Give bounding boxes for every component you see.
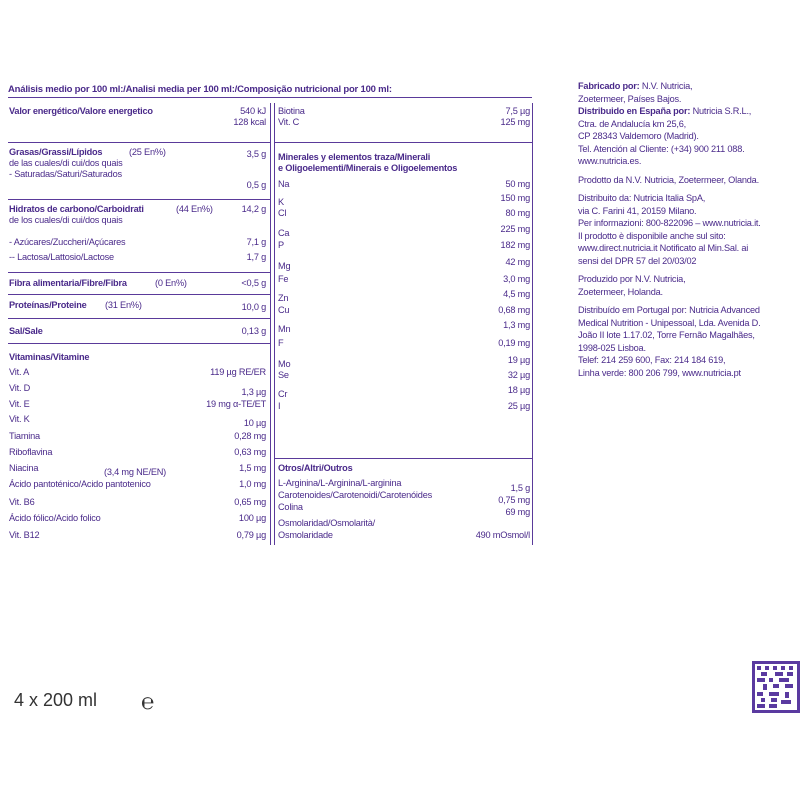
mineral-value: 0,68 mg: [498, 305, 530, 315]
mineral-value: 4,5 mg: [503, 289, 530, 299]
mineral-label: Cu: [278, 305, 290, 315]
manufacturer-line-text: Distribuído em Portugal por: Nutricia Advanced: [578, 305, 760, 315]
protein-value: 10,0 g: [241, 302, 266, 312]
salt-value: 0,13 g: [241, 326, 266, 336]
manufacturer-line-text: Telef: 214 259 600, Fax: 214 184 619,: [578, 355, 726, 365]
manufacturer-line: [578, 174, 800, 187]
vitamin-value: 10 µg: [243, 418, 266, 428]
vitamin-value: 1,5 mg: [239, 463, 266, 473]
mineral-value: 3,0 mg: [503, 274, 530, 284]
manufacturer-line-text: Medical Nutrition - Unipessoal, Lda. Avenida D.: [578, 317, 761, 328]
manufacturer-line: [578, 329, 800, 342]
other-label: Carotenoides/Carotenoidi/Carotenóides: [278, 490, 432, 500]
mineral-value: 42 mg: [505, 257, 530, 267]
mineral-label: F: [278, 338, 284, 348]
carb-label: Hidratos de carbono/Carboidrati: [9, 204, 144, 214]
energy-label: Valor energético/Valore energetico: [9, 106, 153, 116]
vitamin-value: 119 µg RE/ER: [210, 367, 266, 377]
manufacturer-line-text: Produzido por N.V. Nutricia,: [578, 274, 686, 284]
column-divider: [274, 103, 275, 545]
manufacturer-line: [578, 118, 800, 131]
manufacturer-line-text: Prodotto da N.V. Nutricia, Zoetermeer, Olanda.: [578, 174, 759, 185]
other-label: Colina: [278, 502, 303, 512]
minerals-header: e Oligoelementi/Minerais e Oligoelementos: [278, 163, 458, 173]
energy-kj: 540 kJ: [240, 106, 266, 116]
vitamin-value: 0,79 µg: [236, 530, 266, 540]
other-value: 0,75 mg: [498, 495, 530, 505]
mineral-label: Mo: [278, 359, 291, 369]
estimated-sign-icon: ℮: [141, 690, 155, 715]
mineral-value: 0,19 mg: [498, 338, 530, 348]
manufacturer-line: [578, 354, 800, 367]
minerals-header: Minerales y elementos traza/Minerali: [278, 152, 431, 162]
right-table-border: [532, 103, 533, 545]
other-value: 490 mOsmol/l: [475, 530, 530, 540]
vitamin-value: 1,0 mg: [239, 479, 266, 489]
header-rule: [8, 97, 532, 98]
vitamin-label: Ácido pantoténico/Acido pantotenico: [9, 479, 151, 489]
vitamin-label: Tiamina: [9, 431, 40, 441]
mineral-value: 50 mg: [505, 179, 530, 189]
row-rule: [8, 142, 270, 143]
manufacturer-line: [578, 286, 800, 299]
manufacturer-line-text: João II lote 1.17.02, Torre Fernão Magalhães,: [578, 330, 755, 340]
datamatrix-code: [752, 661, 800, 713]
energy-kcal: 128 kcal: [233, 117, 266, 127]
sugar-label: - Azúcares/Zuccheri/Açúcares: [9, 237, 126, 247]
carb-pct: (44 En%): [176, 204, 213, 214]
mineral-label: Mn: [278, 324, 291, 334]
protein-pct: (31 En%): [105, 300, 142, 310]
lactose-value: 1,7 g: [246, 252, 266, 262]
manufacturer-line-text: Il prodotto è disponibile anche sul sito:: [578, 230, 726, 241]
manufacturer-line: [578, 242, 800, 255]
lactose-label: -- Lactosa/Lattosio/Lactose: [9, 252, 114, 262]
mineral-value: 182 mg: [500, 240, 530, 250]
mineral-value: 19 µg: [507, 355, 530, 365]
biotin-value: 7,5 µg: [505, 106, 530, 116]
salt-label: Sal/Sale: [9, 326, 43, 336]
nutrition-header: Análisis medio por 100 ml:/Analisi media per 100 ml:/Composição nutricional por 100 ml:: [8, 84, 392, 95]
manufacturer-line-label: Distribuido en España por:: [578, 106, 691, 116]
mineral-value: 225 mg: [500, 224, 530, 234]
mineral-label: Na: [278, 179, 290, 189]
quantity-label: 4 x 200 ml: [14, 690, 98, 710]
mineral-value: 150 mg: [500, 193, 530, 203]
vitamin-value: 1,3 µg: [241, 387, 266, 397]
manufacturer-line-text: Zoetermeer, Países Bajos.: [578, 93, 682, 104]
manufacturer-line: [578, 342, 800, 355]
vitamin-label: Vit. E: [9, 399, 30, 409]
other-value: 1,5 g: [510, 483, 530, 493]
manufacturer-line-text: Nutricia S.R.L.,: [690, 106, 752, 116]
vitamin-label: Vit. A: [9, 367, 30, 377]
manufacturer-line: [578, 304, 800, 317]
fat-pct: (25 En%): [129, 147, 166, 157]
manufacturer-line: [578, 367, 800, 380]
vitamin-value: 19 mg α-TE/ET: [206, 399, 266, 409]
mineral-label: Ca: [278, 228, 290, 238]
manufacturer-info: [578, 80, 800, 379]
mineral-label: Cr: [278, 389, 288, 399]
datamatrix-pattern: [755, 664, 797, 710]
left-value-rule: [270, 103, 271, 545]
vitamin-value: 100 µg: [238, 513, 266, 523]
protein-label: Proteínas/Proteine: [9, 300, 87, 310]
vitamin-label: Niacina: [9, 463, 39, 473]
manufacturer-line-text: CP 28343 Valdemoro (Madrid).: [578, 131, 699, 141]
manufacturer-line: [578, 205, 800, 218]
mineral-value: 25 µg: [507, 401, 530, 411]
manufacturer-line: [578, 143, 800, 156]
mineral-value: 1,3 mg: [503, 320, 530, 330]
others-header: Otros/Altri/Outros: [278, 463, 353, 473]
vitamin-label: Vit. K: [9, 414, 30, 424]
mineral-value: 18 µg: [507, 385, 530, 395]
sugar-value: 7,1 g: [246, 237, 266, 247]
manufacturer-line: [578, 217, 800, 230]
row-rule: [275, 458, 533, 459]
manufacturer-line: [578, 130, 800, 143]
fibre-label: Fibra alimentaria/Fibre/Fibra: [9, 278, 127, 288]
manufacturer-line: [578, 255, 800, 268]
fat-value: 3,5 g: [246, 149, 266, 159]
row-rule: [8, 343, 270, 344]
niacin-ne: (3,4 mg NE/EN): [104, 467, 167, 477]
manufacturer-line: [578, 273, 800, 286]
manufacturer-line-text: www.direct.nutricia.it Notificato al Min.Sal. ai: [578, 243, 749, 253]
manufacturer-line: [578, 317, 800, 330]
manufacturer-line: [578, 192, 800, 205]
manufacturer-line-text: 1998-025 Lisboa.: [578, 342, 646, 353]
vitamins-header: Vitaminas/Vitamine: [9, 352, 90, 362]
manufacturer-line-text: Linha verde: 800 206 799, www.nutricia.pt: [578, 367, 741, 378]
vitc-label: Vit. C: [278, 117, 300, 127]
other-label: L-Arginina/L-Arginina/L-arginina: [278, 478, 402, 488]
fibre-value: <0,5 g: [241, 278, 266, 288]
mineral-label: Fe: [278, 274, 289, 284]
manufacturer-line-text: Per informazioni: 800-822096 – www.nutricia.it.: [578, 218, 761, 228]
row-rule: [8, 294, 270, 295]
vitamin-value: 0,63 mg: [234, 447, 266, 457]
manufacturer-line-text: www.nutricia.es.: [578, 156, 642, 166]
other-label: Osmolaridade: [278, 530, 333, 540]
manufacturer-line-text: Ctra. de Andalucía km 25,6,: [578, 118, 686, 129]
mineral-label: K: [278, 197, 284, 207]
row-rule: [8, 318, 270, 319]
other-label: Osmolaridad/Osmolarità/: [278, 518, 376, 528]
vitamin-label: Riboflavina: [9, 447, 53, 457]
saturated-label: - Saturadas/Saturi/Saturados: [9, 169, 122, 179]
vitc-value: 125 mg: [500, 117, 530, 127]
manufacturer-line-label: Fabricado por:: [578, 81, 640, 91]
fibre-pct: (0 En%): [155, 278, 187, 288]
other-value: 69 mg: [505, 507, 530, 517]
manufacturer-line: [578, 80, 800, 93]
mineral-value: 80 mg: [505, 208, 530, 218]
vitamin-label: Vit. B6: [9, 497, 35, 507]
mineral-label: Se: [278, 370, 289, 380]
row-rule: [275, 142, 533, 143]
manufacturer-line: [578, 230, 800, 243]
carb-sub-label: de los cuales/di cui/dos quais: [9, 215, 123, 225]
mineral-label: P: [278, 240, 284, 250]
manufacturer-line: [578, 93, 800, 106]
manufacturer-line-text: via C. Farini 41, 20159 Milano.: [578, 205, 697, 216]
fat-label: Grasas/Grassi/Lípidos: [9, 147, 103, 157]
row-rule: [8, 272, 270, 273]
manufacturer-line-text: Tel. Atención al Cliente: (+34) 900 211 088.: [578, 143, 745, 154]
carb-value: 14,2 g: [241, 204, 266, 214]
mineral-label: I: [278, 401, 281, 411]
mineral-label: Cl: [278, 208, 287, 218]
vitamin-value: 0,65 mg: [234, 497, 266, 507]
manufacturer-line-text: Distribuito da: Nutricia Italia SpA,: [578, 193, 706, 203]
vitamin-label: Vit. D: [9, 383, 31, 393]
manufacturer-line-text: N.V. Nutricia,: [639, 81, 693, 91]
vitamin-value: 0,28 mg: [234, 431, 266, 441]
mineral-value: 32 µg: [507, 370, 530, 380]
row-rule: [8, 199, 270, 200]
manufacturer-line: [578, 155, 800, 168]
vitamin-label: Vit. B12: [9, 530, 40, 540]
mineral-label: Zn: [278, 293, 289, 303]
saturated-value: 0,5 g: [246, 180, 266, 190]
manufacturer-line: [578, 105, 800, 118]
vitamin-label: Ácido fólico/Acido folico: [9, 513, 101, 523]
mineral-label: Mg: [278, 261, 291, 271]
biotin-label: Biotina: [278, 106, 305, 116]
manufacturer-line-text: Zoetermeer, Holanda.: [578, 286, 663, 297]
manufacturer-line-text: sensi del DPR 57 del 20/03/02: [578, 255, 697, 266]
fat-sub-label: de las cuales/di cui/dos quais: [9, 158, 123, 168]
